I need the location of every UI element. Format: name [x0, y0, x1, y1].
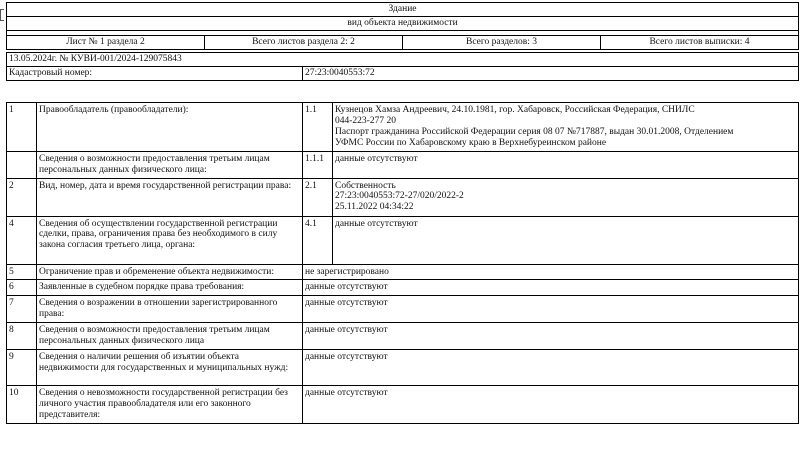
row-value: данные отсутствуют [303, 280, 799, 296]
row-number: 4 [7, 216, 37, 264]
table-row [7, 386, 799, 424]
table-row [7, 151, 799, 178]
table-row [7, 103, 799, 152]
cadastral-label: Кадастровый номер: [7, 67, 303, 81]
header-table [6, 2, 799, 50]
row-number [7, 151, 37, 178]
meta-table [6, 52, 799, 81]
value-line: 044-223-277 20 [335, 115, 396, 126]
value-line: Собственность [335, 180, 396, 191]
row-value [333, 178, 799, 216]
row-label: Сведения о наличии решения об изъятии объекта недвижимости для государственных и муниципальных нужд: [37, 350, 303, 386]
value-line: Кузнецов Хамза Андреевич, 24.10.1981, гор. Хабаровск, Российская Федерация, СНИЛС [335, 105, 695, 115]
row-label: Сведения о возможности предоставления третьим лицам персональных данных физического лица: [37, 151, 303, 178]
cadastral-value: 27:23:0040553:72 [303, 67, 799, 81]
row-value: не зарегистрировано [303, 264, 799, 280]
row-subnumber: 4.1 [303, 216, 333, 264]
value-line: УФМС России по Хабаровскому краю в Верхнебуреинском районе [335, 137, 607, 148]
row-label: Правообладатель (правообладатели): [37, 103, 303, 152]
row-number: 9 [7, 350, 37, 386]
table-row [7, 280, 799, 296]
rights-table [6, 102, 799, 424]
row-value [333, 103, 799, 152]
value-line: данные отсутствуют [335, 218, 418, 229]
row-number: 7 [7, 296, 37, 323]
table-row [7, 264, 799, 280]
sections-total: Всего разделов: 3 [403, 36, 601, 50]
row-number: 10 [7, 386, 37, 424]
row-label: Ограничение прав и обременение объекта недвижимости: [37, 264, 303, 280]
row-value [333, 151, 799, 178]
value-line: Паспорт гражданина Российской Федерации серия 08 07 №717887, выдан 30.01.2008, Отделением [335, 126, 734, 137]
row-label: Вид, номер, дата и время государственной регистрации права: [37, 178, 303, 216]
row-label: Заявленные в судебном порядке права требования: [37, 280, 303, 296]
value-line: 25.11.2022 04:34:22 [335, 202, 414, 213]
row-number: 2 [7, 178, 37, 216]
row-label: Сведения об осуществлении государственной регистрации сделки, права, ограничения права без необходимого в силу закона согласия третьего лица, органа: [37, 216, 303, 264]
value-line: данные отсутствуют [335, 153, 418, 164]
row-value [333, 216, 799, 264]
table-row [7, 178, 799, 216]
object-title: Здание [7, 3, 799, 17]
extract-date-number: 13.05.2024г. № КУВИ-001/2024-129075843 [7, 53, 799, 67]
row-subnumber: 1.1.1 [303, 151, 333, 178]
row-value: данные отсутствуют [303, 386, 799, 424]
row-value: данные отсутствуют [303, 323, 799, 350]
row-subnumber: 1.1 [303, 103, 333, 152]
table-row [7, 296, 799, 323]
table-row [7, 323, 799, 350]
row-number: 1 [7, 103, 37, 152]
page-edge-mark [0, 9, 4, 21]
sheets-total: Всего листов выписки: 4 [601, 36, 799, 50]
table-row [7, 350, 799, 386]
row-number: 6 [7, 280, 37, 296]
row-label: Сведения о невозможности государственной регистрации без личного участия правообладателя или его законного представителя: [37, 386, 303, 424]
row-value: данные отсутствуют [303, 350, 799, 386]
sheet-number: Лист № 1 раздела 2 [7, 36, 205, 50]
row-value: данные отсутствуют [303, 296, 799, 323]
value-line: 27:23:0040553:72-27/020/2022-2 [335, 191, 464, 202]
row-label: Сведения о возможности предоставления третьим лицам персональных данных физического лица [37, 323, 303, 350]
table-row [7, 216, 799, 264]
object-type-caption: вид объекта недвижимости [7, 17, 799, 31]
row-number: 5 [7, 264, 37, 280]
row-number: 8 [7, 323, 37, 350]
sheets-in-section: Всего листов раздела 2: 2 [205, 36, 403, 50]
row-subnumber: 2.1 [303, 178, 333, 216]
row-label: Сведения о возражении в отношении зарегистрированного права: [37, 296, 303, 323]
